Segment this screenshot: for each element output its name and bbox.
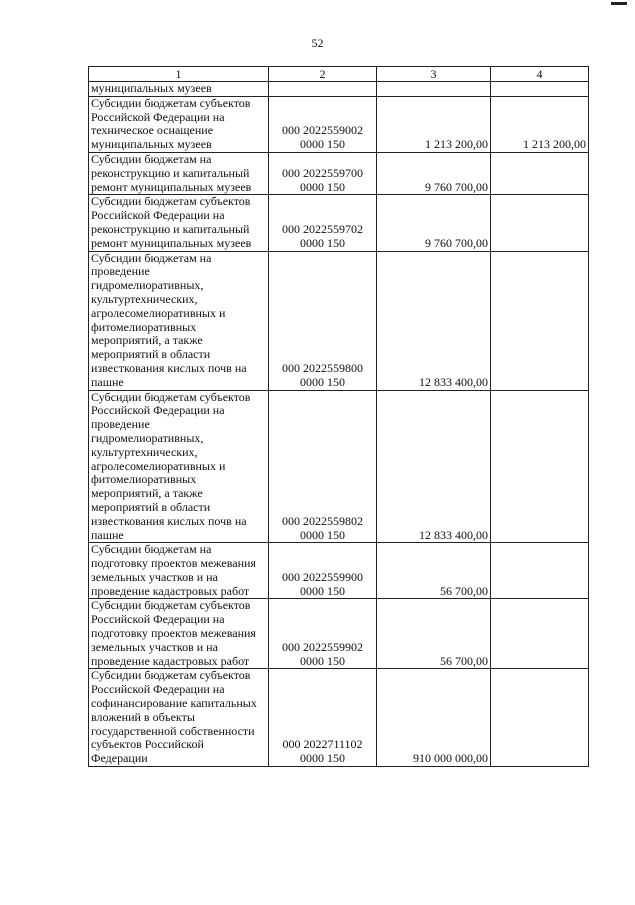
row-amount-col3 xyxy=(377,82,491,97)
row-amount-col3: 12 833 400,00 xyxy=(377,390,491,543)
row-code: 000 2022559702 0000 150 xyxy=(269,195,377,251)
row-code: 000 2022559700 0000 150 xyxy=(269,152,377,194)
row-code: 000 2022559902 0000 150 xyxy=(269,599,377,669)
table-row xyxy=(89,599,589,669)
row-name: муниципальных музеев xyxy=(89,82,269,97)
row-name: Субсидии бюджетам субъектов Российской Федерации на проведение гидромелиоративных, культуртехнических, агролесомелиоративных и фитомелиоративных мероприятий, а также мероприятий в области известкования кислых почв на пашне xyxy=(89,390,269,543)
row-amount-col4 xyxy=(491,251,589,390)
column-header: 2 xyxy=(269,67,377,82)
row-name: Субсидии бюджетам на реконструкцию и капитальный ремонт муниципальных музеев xyxy=(89,152,269,194)
row-amount-col3: 1 213 200,00 xyxy=(377,96,491,152)
row-amount-col3: 56 700,00 xyxy=(377,599,491,669)
row-amount-col4 xyxy=(491,82,589,97)
table-header-row xyxy=(89,67,589,82)
row-amount-col4 xyxy=(491,543,589,599)
table-row xyxy=(89,543,589,599)
row-name: Субсидии бюджетам субъектов Российской Федерации на софинансирование капитальных вложений в объекты государственной собственности субъектов Российской Федерации xyxy=(89,669,269,767)
table-row xyxy=(89,96,589,152)
row-code: 000 2022711102 0000 150 xyxy=(269,669,377,767)
row-amount-col4 xyxy=(491,390,589,543)
column-header: 1 xyxy=(89,67,269,82)
row-name: Субсидии бюджетам на подготовку проектов межевания земельных участков и на проведение кадастровых работ xyxy=(89,543,269,599)
row-amount-col4 xyxy=(491,195,589,251)
row-amount-col4: 1 213 200,00 xyxy=(491,96,589,152)
row-name: Субсидии бюджетам субъектов Российской Федерации на подготовку проектов межевания земельных участков и на проведение кадастровых работ xyxy=(89,599,269,669)
table-row xyxy=(89,669,589,767)
table-row xyxy=(89,195,589,251)
row-code: 000 2022559002 0000 150 xyxy=(269,96,377,152)
scan-mark xyxy=(611,2,627,5)
row-amount-col4 xyxy=(491,599,589,669)
table-row xyxy=(89,152,589,194)
row-amount-col3: 56 700,00 xyxy=(377,543,491,599)
table-row xyxy=(89,390,589,543)
column-header: 4 xyxy=(491,67,589,82)
row-amount-col3: 9 760 700,00 xyxy=(377,152,491,194)
row-code: 000 2022559800 0000 150 xyxy=(269,251,377,390)
page-number: 52 xyxy=(311,36,324,50)
row-code xyxy=(269,82,377,97)
row-code: 000 2022559900 0000 150 xyxy=(269,543,377,599)
row-name: Субсидии бюджетам субъектов Российской Федерации на техническое оснащение муниципальных музеев xyxy=(89,96,269,152)
table-row xyxy=(89,82,589,97)
row-amount-col3: 12 833 400,00 xyxy=(377,251,491,390)
table-row xyxy=(89,251,589,390)
row-name: Субсидии бюджетам субъектов Российской Федерации на реконструкцию и капитальный ремонт муниципальных музеев xyxy=(89,195,269,251)
row-name: Субсидии бюджетам на проведение гидромелиоративных, культуртехнических, агролесомелиоративных и фитомелиоративных мероприятий, а также мероприятий в области известкования кислых почв на пашне xyxy=(89,251,269,390)
budget-table xyxy=(88,66,589,767)
row-amount-col3: 910 000 000,00 xyxy=(377,669,491,767)
row-amount-col4 xyxy=(491,152,589,194)
row-amount-col3: 9 760 700,00 xyxy=(377,195,491,251)
column-header: 3 xyxy=(377,67,491,82)
row-amount-col4 xyxy=(491,669,589,767)
row-code: 000 2022559802 0000 150 xyxy=(269,390,377,543)
